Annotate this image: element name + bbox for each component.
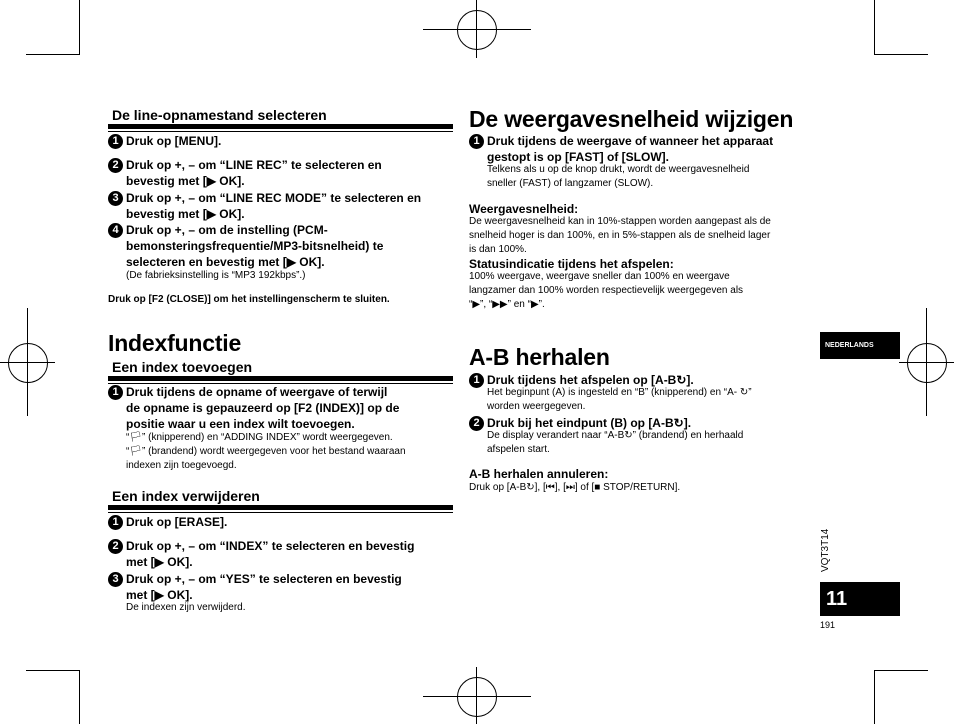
section-rule: [108, 124, 453, 129]
crop-mark: [26, 54, 80, 55]
registration-circle: [457, 10, 497, 50]
speed-step-note: Telkens als u op de knop drukt, wordt de weergavesnelheid sneller (FAST) of langzamer (SLOW).: [487, 164, 750, 189]
speed-step: [469, 133, 814, 167]
crop-mark: [79, 0, 80, 55]
step-text: Druk op [MENU].: [126, 134, 222, 148]
speed-text: De weergavesnelheid kan in 10%-stappen worden aangepast als de snelheid hoger is dan 100%, en in 5%-stappen als de snelheid lager is dan 100%.: [469, 216, 771, 255]
index-add-heading: Een index toevoegen: [112, 359, 253, 375]
speed-title: De weergavesnelheid wijzigen: [469, 106, 794, 132]
crop-mark: [874, 54, 928, 55]
page-number-small: 191: [820, 620, 836, 630]
step-text: Druk tijdens de weergave of wanneer het apparaat gestopt is op [FAST] of [SLOW].: [487, 134, 774, 164]
registration-circle: [457, 677, 497, 717]
crop-mark: [874, 670, 875, 724]
step-text: Druk op +, – om “LINE REC MODE” te selecteren en bevestig met [▶ OK].: [126, 191, 422, 221]
status-subheading: Statusindicatie tijdens het afspelen:: [469, 257, 674, 271]
step-text: Druk op +, – om “INDEX” te selecteren en bevestig met [▶ OK].: [126, 539, 415, 569]
index-add-note: “🏳” (knipperend) en “ADDING INDEX” wordt weergegeven. “🏳” (brandend) wordt weergegeven voor het bestand waaraan indexen zijn toegevoegd.: [126, 432, 406, 471]
line-rec-heading: De line-opnamestand selecteren: [112, 107, 327, 123]
ab-cancel-text: Druk op [A-B↻], [⏮], [⏭] of [■ STOP/RETURN].: [469, 482, 681, 493]
step-number: 2: [108, 158, 123, 173]
del-step-1: [108, 514, 453, 532]
ab-title: A-B herhalen: [469, 344, 610, 370]
step-4: [108, 222, 453, 272]
step-3: [108, 190, 453, 224]
ab-step-1-note: Het beginpunt (A) is ingesteld en “B” (knipperend) en “A- ↻” worden weergegeven.: [487, 387, 752, 412]
step-text: Druk tijdens de opname of weergave of terwijl de opname is gepauzeerd op [F2 (INDEX)] op de positie waar u een index wilt toevoegen.: [126, 385, 400, 431]
index-title: Indexfunctie: [108, 330, 242, 356]
index-del-note: De indexen zijn verwijderd.: [126, 602, 246, 613]
step-text: Druk bij het eindpunt (B) op [A-B↻].: [487, 416, 692, 430]
step-number: 4: [108, 223, 123, 238]
close-note: Druk op [F2 (CLOSE)] om het instellingenscherm te sluiten.: [108, 294, 390, 305]
step-number: 2: [469, 416, 484, 431]
section-rule: [108, 505, 453, 510]
ab-cancel-subheading: A-B herhalen annuleren:: [469, 467, 609, 481]
step-number: 1: [108, 134, 123, 149]
language-tab: [820, 332, 900, 359]
page-number-box: [820, 582, 900, 616]
page-number: 11: [826, 588, 848, 610]
crop-mark: [874, 670, 928, 671]
status-text: 100% weergave, weergave sneller dan 100% en weergave langzamer dan 100% worden respectievelijk weergegeven als “▶”, “▶▶” en “▶”.: [469, 271, 744, 310]
step-2: [108, 157, 453, 191]
section-rule: [108, 512, 453, 513]
crop-mark: [874, 0, 875, 55]
section-rule: [108, 131, 453, 132]
index-del-heading: Een index verwijderen: [112, 488, 260, 504]
step-text: Druk tijdens het afspelen op [A-B↻].: [487, 373, 694, 387]
ab-step-2-note: De display verandert naar “A-B↻” (brandend) en herhaald afspelen start.: [487, 430, 744, 455]
del-step-2: [108, 538, 453, 572]
step-1: [108, 133, 453, 151]
step-number: 3: [108, 572, 123, 587]
step-number: 3: [108, 191, 123, 206]
step-number: 2: [108, 539, 123, 554]
crop-mark: [26, 670, 80, 671]
step-text: Druk op +, – om de instelling (PCM- bemonsteringsfrequentie/MP3-bitsnelheid) te selecteren en bevestig met [▶ OK].: [126, 223, 384, 269]
language-tab-label: NEDERLANDS: [825, 342, 874, 349]
model-code: VQT3T14: [820, 528, 831, 572]
registration-circle: [8, 343, 48, 383]
step-text: Druk op +, – om “YES” te selecteren en bevestig met [▶ OK].: [126, 572, 402, 602]
step-text: Druk op [ERASE].: [126, 515, 228, 529]
step-number: 1: [108, 515, 123, 530]
speed-subheading: Weergavesnelheid:: [469, 202, 579, 216]
step-4-note: (De fabrieksinstelling is “MP3 192kbps”.): [126, 270, 306, 281]
crop-mark: [79, 670, 80, 724]
index-add-step: [108, 384, 453, 434]
step-number: 1: [469, 134, 484, 149]
registration-circle: [907, 343, 947, 383]
del-step-3: [108, 571, 453, 605]
step-number: 1: [108, 385, 123, 400]
step-text: Druk op +, – om “LINE REC” te selecteren en bevestig met [▶ OK].: [126, 158, 382, 188]
section-rule: [108, 376, 453, 381]
step-number: 1: [469, 373, 484, 388]
